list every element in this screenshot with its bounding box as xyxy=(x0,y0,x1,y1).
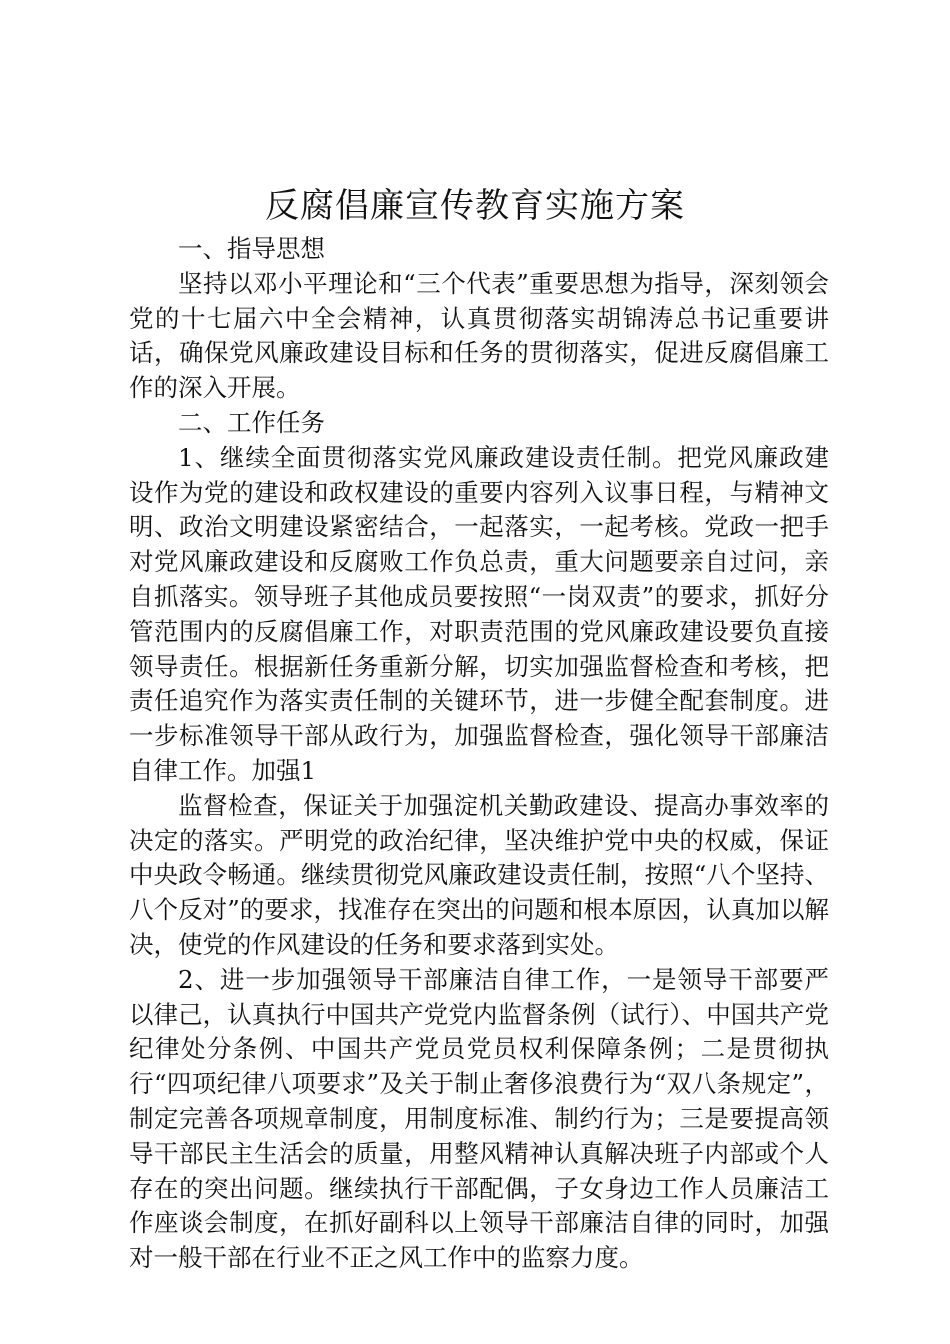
document-title: 反腐倡廉宣传教育实施方案 xyxy=(265,186,685,226)
section-heading-guiding-ideology: 一、指导思想 xyxy=(178,234,325,263)
paragraph-guiding-ideology: 坚持以邓小平理论和“三个代表”重要思想为指导，深刻领会党的十七届六中全会精神，认真贯彻落实胡锦涛总书记重要讲话，确保党风廉政建设目标和任务的贯彻落实，促进反腐倡廉工作的深入开展。 xyxy=(129,268,829,403)
document-body xyxy=(129,232,829,1276)
paragraph-task-1: 1、继续全面贯彻落实党风廉政建设责任制。把党风廉政建设作为党的建设和政权建设的重要内容列入议事日程，与精神文明、政治文明建设紧密结合，一起落实，一起考核。党政一把手对党风廉政建设和反腐败工作负总责，重大问题要亲自过问，亲自抓落实。领导班子其他成员要按照“一岗双责”的要求，抓好分管范围内的反腐倡廉工作，对职责范围的党风廉政建设要负直接领导责任。根据新任务重新分解，切实加强监督检查和考核，把责任追究作为落实责任制的关键环节，进一步健全配套制度。进一步标准领导干部从政行为，加强监督检查，强化领导干部廉洁自律工作。加强1 xyxy=(129,442,829,785)
section-heading-work-tasks: 二、工作任务 xyxy=(178,407,325,437)
paragraph-supervision: 监督检查，保证关于加强淀机关勤政建设、提高办事效率的决定的落实。严明党的政治纪律，坚决维护党中央的权威，保证中央政令畅通。继续贯彻党风廉政建设责任制，按照“八个坚持、八个反对”的要求，找准存在突出的问题和根本原因，认真加以解决，使党的作风建设的任务和要求落到实处。 xyxy=(129,790,829,959)
paragraph-task-2: 2、进一步加强领导干部廉洁自律工作，一是领导干部要严以律己，认真执行中国共产党党内监督条例（试行）、中国共产党纪律处分条例、中国共产党员党员权利保障条例；二是贯彻执行“四项纪律八项要求”及关于制止奢侈浪费行为“双八条规定”，制定完善各项规章制度，用制度标准、制约行为；三是要提高领导干部民主生活会的质量，用整风精神认真解决班子内部或个人存在的突出问题。继续执行干部配偶，子女身边工作人员廉洁工作座谈会制度，在抓好副科以上领导干部廉洁自律的同时，加强对一般干部在行业不正之风工作中的监察力度。 xyxy=(129,964,829,1273)
